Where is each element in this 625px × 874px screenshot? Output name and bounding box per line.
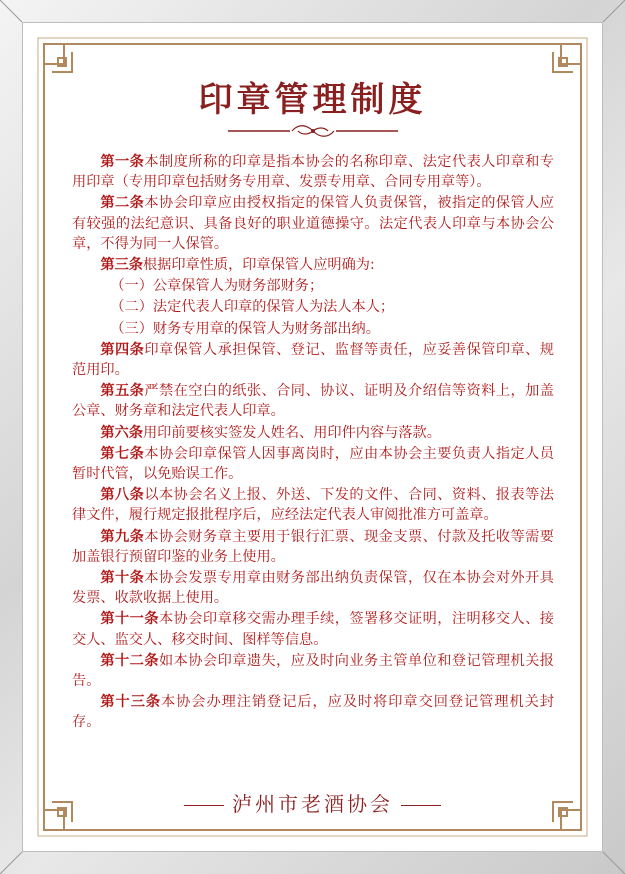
page-title: 印章管理制度 xyxy=(198,80,427,120)
article-4: 第四条印章保管人承担保管、登记、监督等责任，应妥善保管印章、规范用印。 xyxy=(72,341,554,379)
article-12: 第十二条如本协会印章遗失，应及时向业务主管单位和登记管理机关报告。 xyxy=(72,652,554,690)
list-item: （一）公章保管人为财务部财务； xyxy=(110,278,324,295)
article-5: 第五条严禁在空白的纸张、合同、协议、证明及介绍信等资料上，加盖公章、财务章和法定代表人印章。 xyxy=(72,383,554,420)
article-11: 第十一条本协会印章移交需办理手续，签署移交证明，注明移交人、接交人、监交人、移交时间、图样等信息。 xyxy=(72,611,554,648)
article-9: 第九条本协会财务章主要用于银行汇票、现金支票、付款及托收等需要加盖银行预留印鉴的业务上使用。 xyxy=(72,528,554,565)
article-2: 第二条本协会印章应由授权指定的保管人负责保管，被指定的保管人应有较强的法纪意识、具备良好的职业道德操守。法定代表人印章与本协会公章，不得为同一人保管。 xyxy=(72,195,554,252)
title-ornament xyxy=(228,122,398,138)
article-6: 第六条用印前要核实签发人姓名、用印件内容与落款。 xyxy=(100,424,441,441)
list-item: （三）财务专用章的保管人为财务部出纳。 xyxy=(110,320,380,337)
article-10: 第十条本协会发票专用章由财务部出纳负责保管，仅在本协会对外开具发票、收款收据上使用。 xyxy=(72,570,554,607)
article-1: 第一条本制度所称的印章是指本协会的名称印章、法定代表人印章和专用印章（专用印章包括财务专用章、发票专用章、合同专用章等）。 xyxy=(72,154,554,191)
article-13: 第十三条本协会办理注销登记后，应及时将印章交回登记管理机关封存。 xyxy=(72,694,554,731)
article-8: 第八条以本协会名义上报、外送、下发的文件、合同、资料、报表等法律文件，履行规定报批程序后，应经法定代表人审阅批准方可盖章。 xyxy=(72,487,554,524)
footer-dash-left xyxy=(184,805,224,806)
article-7: 第七条本协会印章保管人因事离岗时，应由本协会主要负责人指定人员暂时代管，以免贻误工作。 xyxy=(72,445,554,483)
regulation-body xyxy=(72,152,554,734)
article-3: 第三条根据印章性质，印章保管人应明确为: xyxy=(100,257,375,274)
association-signature xyxy=(0,788,625,817)
association-name: 泸州市老酒协会 xyxy=(232,792,393,816)
footer-dash-right xyxy=(401,805,441,806)
list-item: （二）法定代表人印章的保管人为法人本人； xyxy=(110,299,395,316)
